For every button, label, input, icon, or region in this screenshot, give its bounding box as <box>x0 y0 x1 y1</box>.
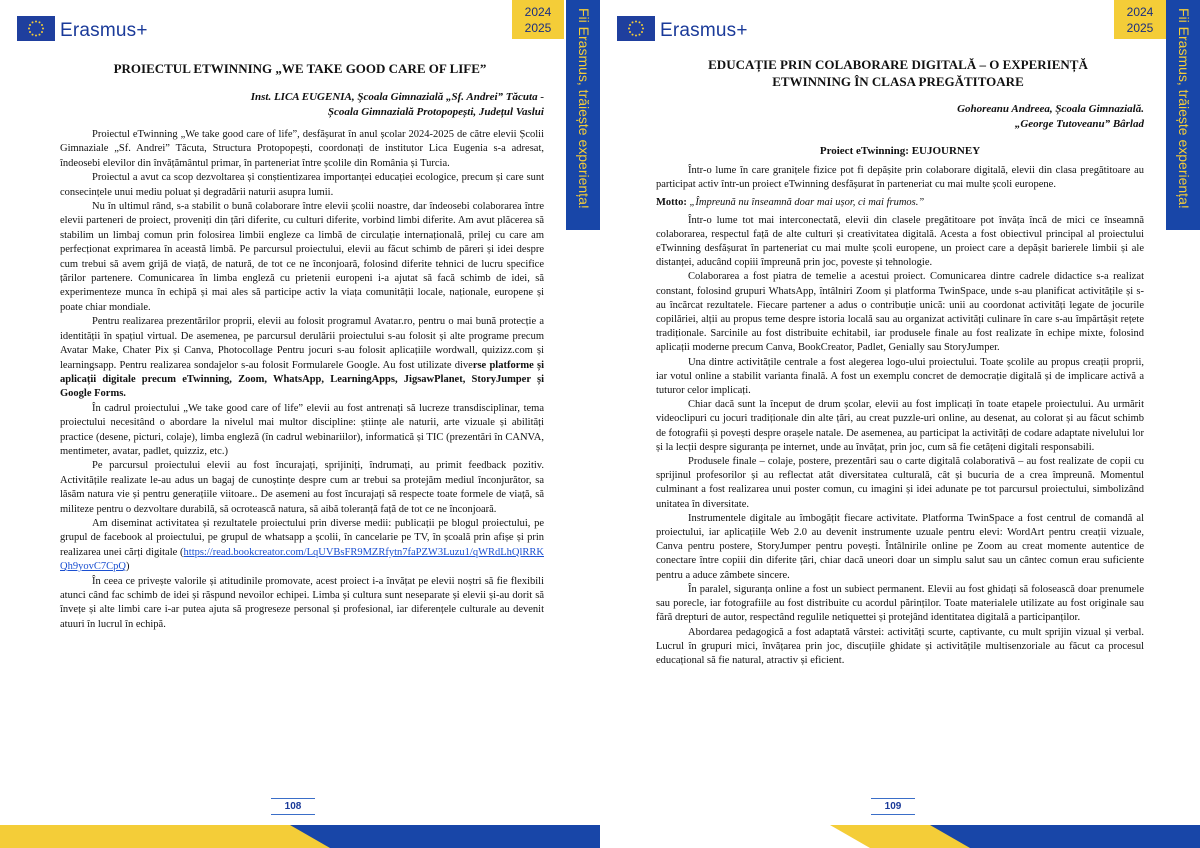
year-badge <box>1114 0 1166 39</box>
paragraph: Una dintre activitățile centrale a fost alegerea logo-ului proiectului. Toate școlile au propus creații proprii, iar votul online a stabilit varianta finală. A fost un exemplu concret de democrație digitală și de implicare activă a tuturor celor implicați. <box>656 356 1144 397</box>
paragraph: Chiar dacă sunt la început de drum școlar, elevii au fost implicați în toate etapele proiectului. Au urmărit videoclipuri cu jocuri tradiționale din alte țări, au creat puzzle-uri online, au desenat, au colorat și au făcut schimb de fotografii și povești despre orașele natale. De asemenea, au participat la activități de codare adaptate nivelului lor și la lecții despre siguranța pe internet, unde au învățat, prin joc, cum să fie cetățeni digitali responsabili. <box>656 399 1144 453</box>
author-line-2: Școala Gimnazială Protopopești, Județul Vaslui <box>327 106 544 118</box>
paragraph-text: Am diseminat activitatea și rezultatele proiectului prin diverse medii: publicații pe blogul proiectului, pe grupul de facebook al proiectului, pe grupul de whatsapp a școlii, în cancelarie pe TV, în școală prin afișe și prin realizarea unei cărți digitale ( <box>60 517 544 558</box>
right-page <box>600 0 1200 848</box>
motto-label: Motto: <box>656 197 687 209</box>
paragraph-text-end: ) <box>125 561 130 573</box>
year-start: 2024 <box>524 5 552 19</box>
year-end: 2025 <box>524 21 552 35</box>
year-badge <box>512 0 564 39</box>
paragraph <box>60 517 544 575</box>
paragraph: În ceea ce privește valorile și atitudinile promovate, acest proiect i-a învățat pe elevii noștri să fie flexibili atunci când fac schimb de idei și răspund nevoilor echipei. Limba și cultura sunt neseparate și elevii și-au dorit să învețe și alte limbi care i-ar putea ajuta să progreseze personal și profesional, iar diferențele culturale au devenit atuuri în lucrul în echipă. <box>60 575 544 630</box>
erasmus-logo-text: Erasmus+ <box>60 20 148 41</box>
paragraph-text: Pentru realizarea prezentărilor proprii, elevii au folosit programul Avatar.ro, pentru o mai bună protecție a identității în spațiul virtual. De asemenea, pe parcursul derulării proiectului s-au folosit și alte programe precum Avatar Make, Chater Pix și Canva, Photocollage Pentru jocuri s-au folosit aplicațiile wordwall, quizizz.com și learningsapp. Pentru realizarea sondajelor s-au folosit Formularele Google. Au fost utilizate dive <box>60 316 544 371</box>
eu-flag-icon <box>17 16 55 41</box>
paragraph: În paralel, siguranța online a fost un subiect permanent. Elevii au fost ghidați să folosească doar prenumele sau porecle, iar fotografiile au fost distribuite cu acordul părinților. Toate materialele utilizate au fost originale sau fără drepturi de autor, respectând regulile netiquettei și protejând identitatea digitală a participanților. <box>656 583 1144 624</box>
year-end: 2025 <box>1126 21 1154 35</box>
paragraph <box>60 315 544 401</box>
paragraph: Instrumentele digitale au îmbogățit fiecare activitate. Platforma TwinSpace a fost centrul de comandă al proiectului, iar aplicațiile Web 2.0 au devenit instrumente uzuale pentru elevi: WordArt pentru creații vizuale, Canva pentru postere, StoryJumper pentru povești. Întâlnirile online pe Zoom au creat momente autentice de conectare între copiii din diferite țări, chiar dacă uneori doar un simplu salut sau un cântec comun erau suficiente pentru a aduce zâmbete sincere. <box>656 512 1144 581</box>
article-body <box>60 128 544 632</box>
author-block <box>750 102 1144 132</box>
erasmus-logo-text: Erasmus+ <box>660 20 748 41</box>
paragraph: Produsele finale – colaje, postere, prezentări sau o carte digitală colaborativă – au fost realizate de copii cu sprijinul profesorilor și au reflectat atât diversitatea culturală, cât și bucuria de a crea împreună. Momentul culminant a fost realizarea unui poster comun, cu imagini și idei adunate pe tot parcursul proiectului, simbolizând unitatea în diversitate. <box>656 456 1144 510</box>
paragraph: Nu în ultimul rând, s-a stabilit o bună colaborare între elevii școlii noastre, dar îndeosebi colaborarea între elevii parteneri de proiect, proveniți din țări diferite, cu culturi diferite, vorbind limbi diferite. Am avut plăcerea să stabilim un limbaj comun prin folosirea limbii engleze ca limbă de circulație internațională, prilej cu care am perfecționat exprimarea în această limbă. Pe parcursul proiectului, elevii au făcut schimb de păreri și idei despre cum trebui să avem grijă de viață, de natură, de tot ce ne înconjoară, folosind diferite tehnici de lucru specifice țărilor partenere. Comunicarea în limba engleză cu prietenii europeni i-a ajutat să facă schimb de idei, să experimenteze munca în echipă și mai ales să participe activ la viața comunității locale, naționale, europene și poate chiar mondiale. <box>60 201 544 313</box>
article-title <box>656 56 1140 90</box>
author-line-1: Inst. LICA EUGENIA, Şcoala Gimnazială „Sf. Andrei” Tăcuta - <box>250 91 544 103</box>
side-slogan-band <box>566 0 600 230</box>
footer-band <box>0 825 600 848</box>
author-line-1: Gohoreanu Andreea, Școala Gimnazială. <box>957 103 1144 115</box>
side-slogan: Fii Erasmus, trăiește experiența! <box>576 8 592 209</box>
article-title-line-2: ETWINNING ÎN CLASA PREGĂTITOARE <box>772 74 1024 89</box>
paragraph: Într-o lume în care granițele fizice pot fi depășite prin colaborare digitală, elevii din clasa pregătitoare au participat activ într-un proiect eTwinning desfășurat în parteneriat cu mai multe școli europene. <box>656 165 1144 191</box>
paragraph: Proiectul a avut ca scop dezvoltarea și conștientizarea importanței educației ecologice, precum și care sunt consecințele unui mediu poluat și degradării naturii asupra lumii. <box>60 172 544 198</box>
side-slogan-band <box>1166 0 1200 230</box>
article-title-line-1: EDUCAȚIE PRIN COLABORARE DIGITALĂ – O EXPERIENȚĂ <box>708 57 1088 72</box>
footer-band <box>600 825 1200 848</box>
project-subtitle: Proiect eTwinning: EUJOURNEY <box>819 145 981 157</box>
paragraph: Colaborarea a fost piatra de temelie a acestui proiect. Comunicarea dintre cadrele didactice s-a realizat constant, folosind grupuri WhatsApp, întâlniri Zoom și platforma TwinSpace, unde s-au planificat activitățile și s-au încărcat rezultatele. Fiecare partener a adus o contribuție unică: unii au coordonat activități legate de jocurile copilăriei, alții au propus teme despre istoria locală sau au organizat activități culinare în care s-au împărtășit rețete tradiționale. Sarcinile au fost distribuite echitabil, iar produsele finale au fost realizate în echipe mixte, folosind aplicații moderne precum Canva, BookCreator, Padlet, Genially sau StoryJumper. <box>656 271 1144 354</box>
paragraph: Într-o lume tot mai interconectată, elevii din clasele pregătitoare pot învăța încă de mici ce înseamnă colaborarea, respectul față de alte culturi și creativitatea digitală. Acesta a fost obiectivul principal al proiectului eTwinning desfășurat în parteneriat cu mai multe școli europene, un proiect care a depășit barierele limbii și ale distanței, aducând copiii împreună prin joc, poveste și tehnologie. <box>656 214 1144 269</box>
author-block <box>150 90 544 120</box>
year-start: 2024 <box>1126 5 1154 19</box>
side-slogan: Fii Erasmus, trăiește experiența! <box>1176 8 1192 209</box>
page-number: 109 <box>871 798 915 815</box>
page-number: 108 <box>271 798 315 815</box>
eu-flag-icon <box>617 16 655 41</box>
motto-text: „Împreună nu înseamnă doar mai ușor, ci mai frumos.” <box>686 197 925 209</box>
paragraph: Pe parcursul proiectului elevii au fost încurajați, sprijiniți, îndrumați, au primit feedback pozitiv. Activitățile realizate le-au adus un bagaj de cunoștințe despre cum ar trebui sa protejăm mediul înconjurător, sa lăsăm natura vie și pentru generațiile viitoare.. De asemeni au fost încurajați să respecte toate formele de viață, să militeze pentru o dezvoltare durabilă, să ocrotească natura, să aibă toleranță față de tot ce ne înconjoară. <box>60 460 544 515</box>
paragraph: În cadrul proiectului „We take good care of life” elevii au fost antrenați să lucreze transdisciplinar, tema proiectului necesitând o abordare la nivelul mai multor discipline: științe ale naturii, arte vizuale și abilități practice (desene, picturi, colaje), limba engleză (în cadrul webinariilor), informatică și TIC (prezentări în CANVA, mentimeter, avatar, padlet, quizziz, etc.) <box>60 402 544 457</box>
bookcreator-link[interactable]: https://read.bookcreator.com/LqUVBsFR9MZRfytn7faPZW3Luzu1/qWRdLhQlRRKQh9yovC7CpQ <box>60 546 544 573</box>
author-line-2: „George Tutoveanu” Bârlad <box>1014 118 1144 130</box>
paragraph: Proiectul eTwinning „We take good care of life”, desfășurat în anul școlar 2024-2025 de către elevii Școlii Gimnaziale „Sf. Andrei” Tăcuta, Structura Protopopești, coordonați de institutor Lica Eugenia s-a adresat, îndeosebi elevilor din învățământul primar, în parteneriat între școlile din România și Turcia. <box>60 129 544 169</box>
motto <box>656 196 1144 210</box>
article-body <box>656 164 1144 668</box>
article-title: PROIECTUL ETWINNING „WE TAKE GOOD CARE OF LIFE” <box>113 61 487 76</box>
paragraph: Abordarea pedagogică a fost adaptată vârstei: activități scurte, captivante, cu mult sprijin vizual și verbal. Lucrul în grupuri mici, învățarea prin joc, discuțiile ghidate și activitățile multisenzoriale au făcut ca procesul educațional să fie natural, atractiv și eficient. <box>656 626 1144 666</box>
paragraph-bold-text: rse platforme și aplicații digitale precum eTwinning, Zoom, WhatsApp, LearningApps, JigsawPlanet, StoryJumper și Google Forms. <box>60 359 544 400</box>
